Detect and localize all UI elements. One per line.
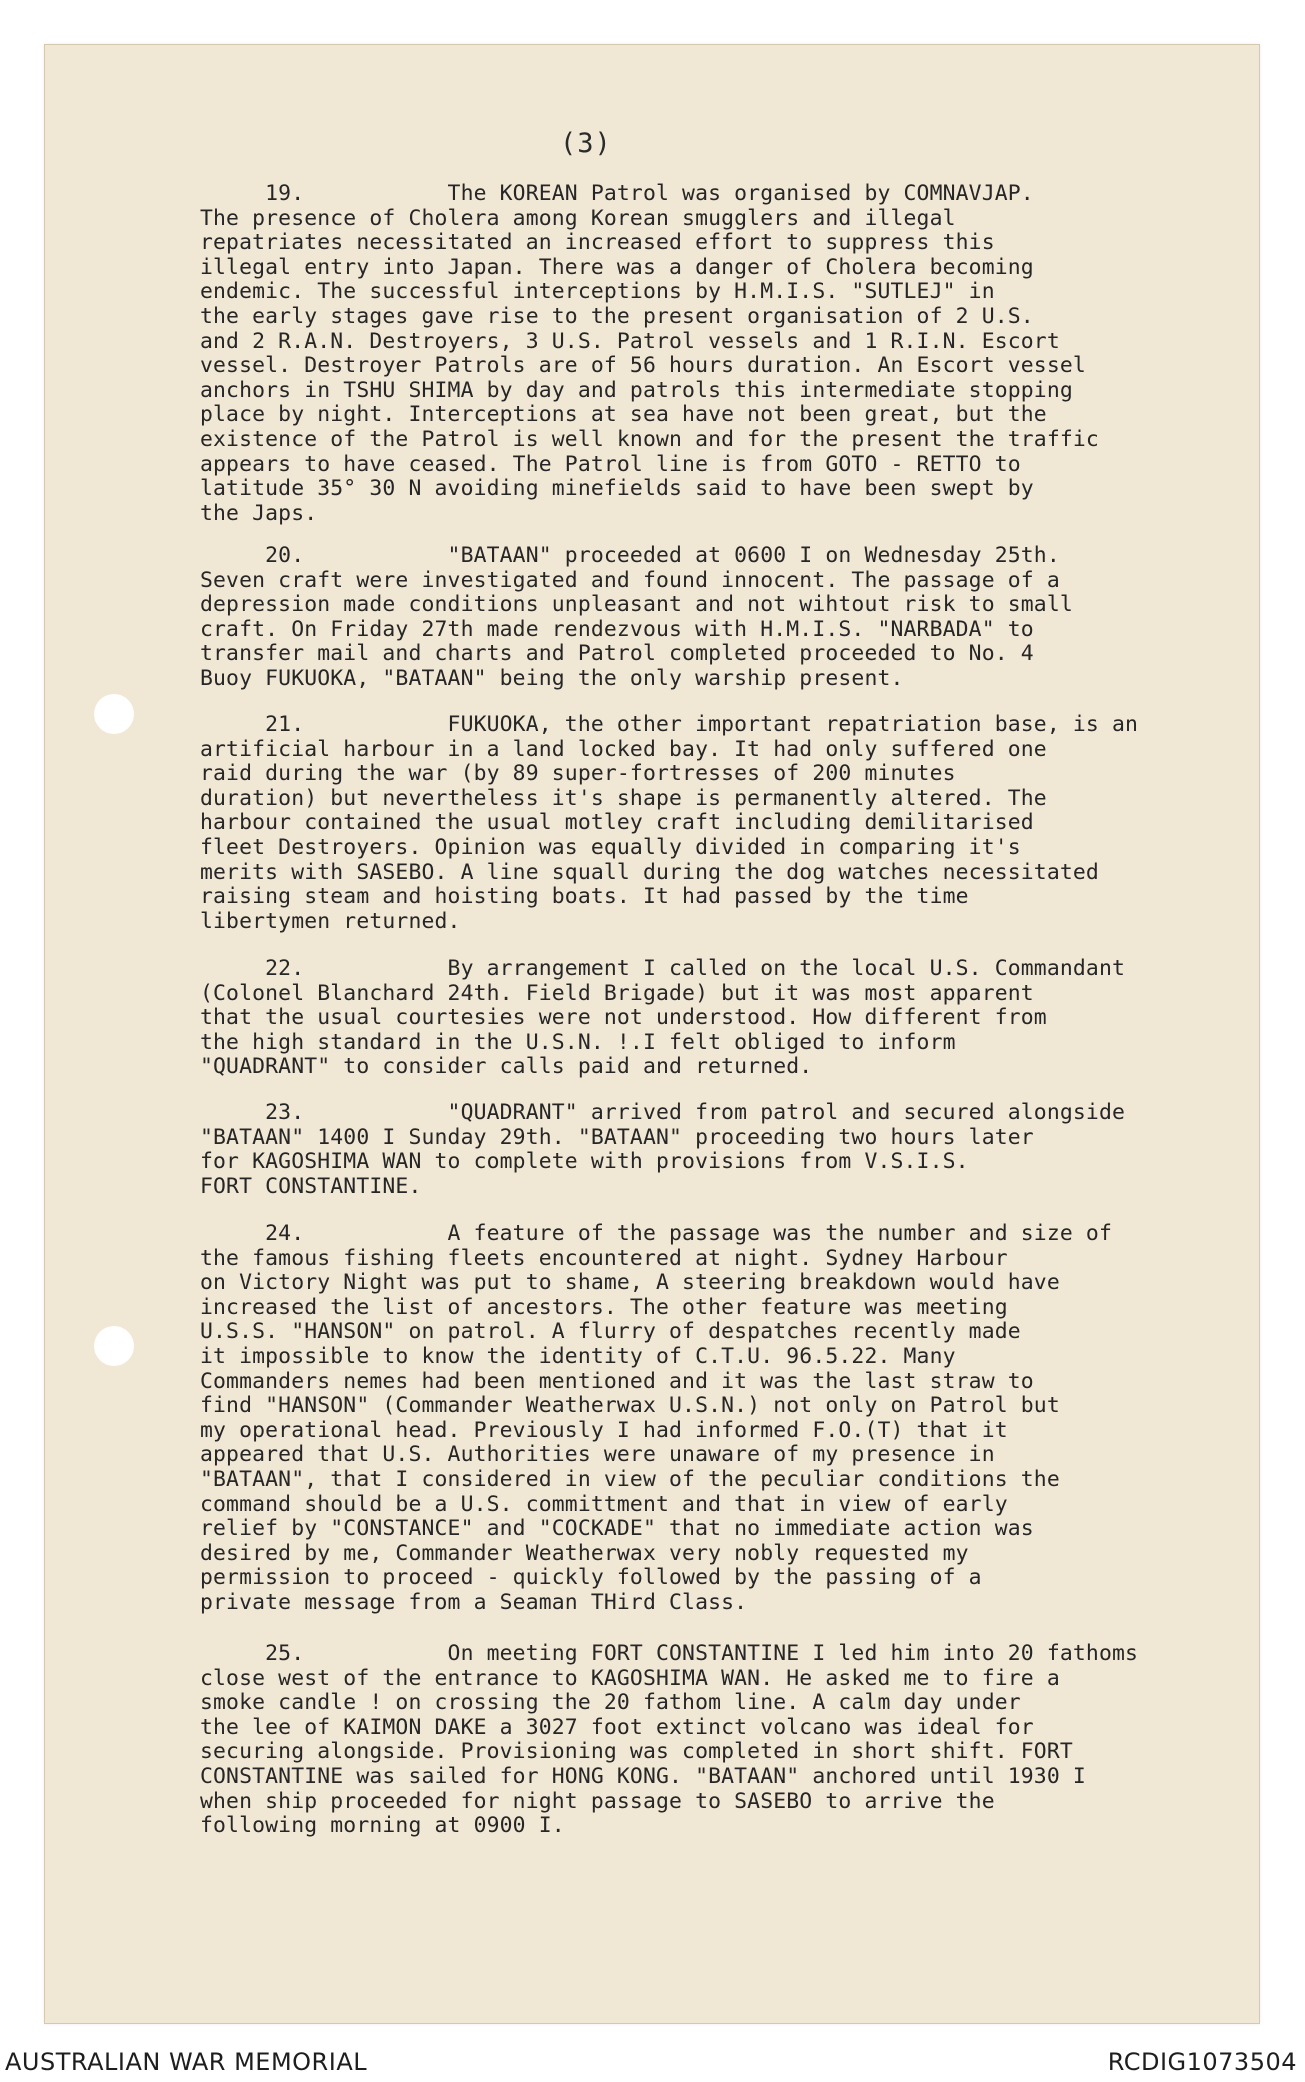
paragraph-23: 23. "QUADRANT" arrived from patrol and secured alongside "BATAAN" 1400 I Sunday 29th. "BATAAN" proceeding two hours later for KAGOSHIMA WAN to complete with provisions from V.S.I.S. FORT CONSTANTINE.: [200, 1100, 1126, 1199]
footer-archive-name: AUSTRALIAN WAR MEMORIAL: [5, 2048, 368, 2076]
paragraph-25: 25. On meeting FORT CONSTANTINE I led him into 20 fathoms close west of the entrance to KAGOSHIMA WAN. He asked me to fire a smoke candle ! on crossing the 20 fathom line. A calm day under the lee of KAIMON DAKE a 3027 foot extinct volcano was ideal for securing alongside. Provisioning was completed in short shift. FORT CONSTANTINE was sailed for HONG KONG. "BATAAN" anchored until 1930 I when ship proceeded for night passage to SASEBO to arrive the following morning at 0900 I.: [200, 1641, 1139, 1839]
paragraph-24: 24. A feature of the passage was the number and size of the famous fishing fleets encountered at night. Sydney Harbour on Victory Night was put to shame, A steering breakdown would have increased the list of ancestors. The other feature was meeting U.S.S. "HANSON" on patrol. A flurry of despatches recently made it impossible to know the identity of C.T.U. 96.5.22. Many Commanders nemes had been mentioned and it was the last straw to find "HANSON" (Commander Weatherwax U.S.N.) not only on Patrol but my operational head. Previously I had informed F.O.(T) that it appeared that U.S. Authorities were unaware of my presence in "BATAAN", that I considered in view of the peculiar conditions the command should be a U.S. committment and that in view of early relief by "CONSTANCE" and "COCKADE" that no immediate action was desired by me, Commander Weatherwax very nobly requested my permission to proceed - quickly followed by the passing of a private message from a Seaman THird Class.: [200, 1221, 1112, 1615]
paragraph-19: 19. The KOREAN Patrol was organised by COMNAVJAP. The presence of Cholera among Korean smugglers and illegal repatriates necessitated an increased effort to suppress this illegal entry into Japan. There was a danger of Cholera becoming endemic. The successful interceptions by H.M.I.S. "SUTLEJ" in the early stages gave rise to the present organisation of 2 U.S. and 2 R.A.N. Destroyers, 3 U.S. Patrol vessels and 1 R.I.N. Escort vessel. Destroyer Patrols are of 56 hours duration. An Escort vessel anchors in TSHU SHIMA by day and patrols this intermediate stopping place by night. Interceptions at sea have not been great, but the existence of the Patrol is well known and for the present the traffic appears to have ceased. The Patrol line is from GOTO - RETTO to latitude 35° 30 N avoiding minefields said to have been swept by the Japs.: [200, 181, 1099, 526]
paragraph-21: 21. FUKUOKA, the other important repatriation base, is an artificial harbour in a land locked bay. It had only suffered one raid during the war (by 89 super-fortresses of 200 minutes duration) but nevertheless it's shape is permanently altered. The harbour contained the usual motley craft including demilitarised fleet Destroyers. Opinion was equally divided in comparing it's merits with SASEBO. A line squall during the dog watches necessitated raising steam and hoisting boats. It had passed by the time libertymen returned.: [200, 712, 1139, 934]
page-number: (3): [560, 128, 612, 159]
paragraph-20: 20. "BATAAN" proceeded at 0600 I on Wednesday 25th. Seven craft were investigated and found innocent. The passage of a depression made conditions unpleasant and not wihtout risk to small craft. On Friday 27th made rendezvous with H.M.I.S. "NARBADA" to transfer mail and charts and Patrol completed proceeded to No. 4 Buoy FUKUOKA, "BATAAN" being the only warship present.: [200, 543, 1073, 691]
punch-hole-top: [94, 694, 134, 734]
paragraph-22: 22. By arrangement I called on the local U.S. Commandant (Colonel Blanchard 24th. Field Brigade) but it was most apparent that the usual courtesies were not understood. How different from the high standard in the U.S.N. !.I felt obliged to inform "QUADRANT" to consider calls paid and returned.: [200, 956, 1126, 1080]
punch-hole-bottom: [94, 1326, 134, 1366]
footer-record-id: RCDIG1073504: [1107, 2048, 1297, 2076]
